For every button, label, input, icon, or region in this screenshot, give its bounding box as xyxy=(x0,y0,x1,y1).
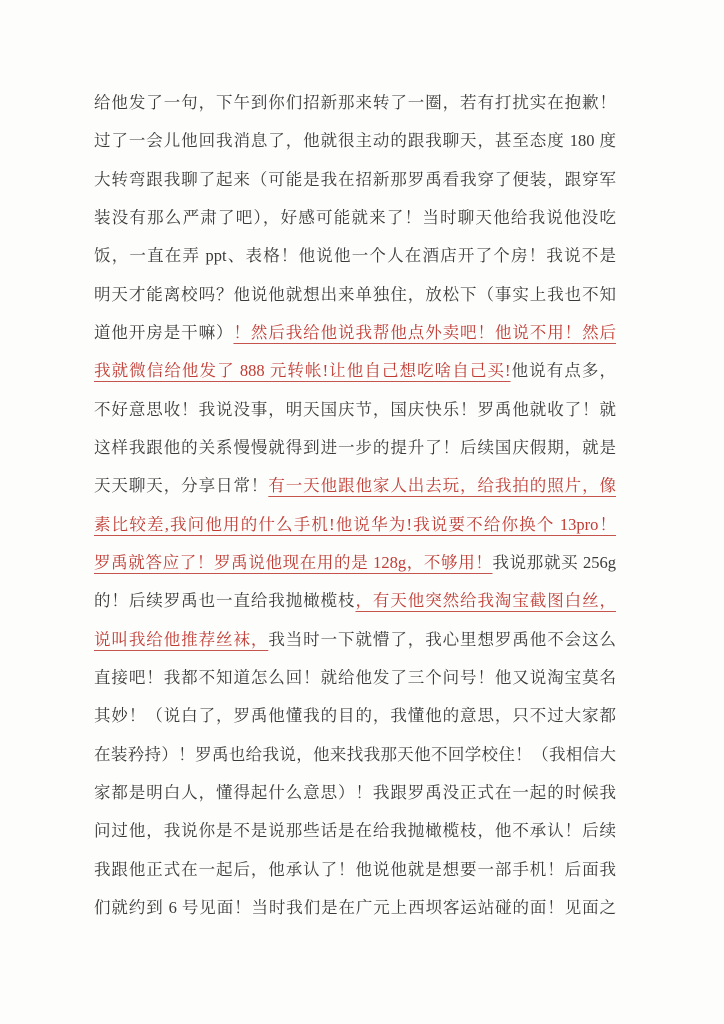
text-segment: 道他开房是干嘛） xyxy=(94,322,234,342)
text-segment: 问过他，我说你是不是说那些话是在给我抛橄榄枝，他不承认！后续 xyxy=(94,821,616,841)
text-segment: 家都是明白人，懂得起什么意思）！我跟罗禹没正式在一起的时候我 xyxy=(94,782,616,802)
text-segment: 天天聊天，分享日常！ xyxy=(94,476,269,496)
text-line xyxy=(94,199,616,237)
text-line xyxy=(94,276,616,314)
text-segment: 在装矜持）！罗禹也给我说，他来找我那天他不回学校住！（我相信大 xyxy=(94,744,616,764)
text-segment: 不好意思收！我说没事，明天国庆节，国庆快乐！罗禹他就收了！就 xyxy=(94,399,616,419)
highlighted-text-segment: ，有天他突然给我淘宝截图白丝， xyxy=(355,591,616,611)
text-line xyxy=(94,889,616,927)
text-segment: 他说有点多， xyxy=(510,361,616,381)
text-line xyxy=(94,237,616,275)
highlighted-text-segment: ！然后我给他说我帮他点外卖吧！他说不用！然后 xyxy=(233,322,616,342)
text-segment: 大转弯跟我聊了起来（可能是我在招新那罗禹看我穿了便装，跟穿军 xyxy=(94,169,616,189)
text-segment: 明天才能离校吗？他说他就想出来单独住，放松下（事实上我也不知 xyxy=(94,284,616,304)
highlighted-text-segment: 我就微信给他发了 888 元转帐!让他自己想吃啥自己买! xyxy=(94,361,511,381)
highlighted-text-segment: 罗禹就答应了！罗禹说他现在用的是 128g，不够用！ xyxy=(94,552,493,572)
text-line xyxy=(94,697,616,735)
text-line xyxy=(94,812,616,850)
text-line xyxy=(94,736,616,774)
text-line xyxy=(94,621,616,659)
text-line xyxy=(94,582,616,620)
text-segment: 的！后续罗禹也一直给我抛橄榄枝 xyxy=(94,591,356,611)
text-line xyxy=(94,161,616,199)
text-line xyxy=(94,352,616,390)
text-segment: 给他发了一句，下午到你们招新那来转了一圈，若有打扰实在抱歉！ xyxy=(94,93,616,112)
text-line xyxy=(94,851,616,889)
highlighted-text-segment: 素比较差,我问他用的什么手机!他说华为!我说要不给你换个 13pro！ xyxy=(94,514,616,534)
text-segment: 饭，一直在弄 ppt、表格！他说他一个人在酒店开了个房！我说不是 xyxy=(94,246,616,266)
text-line xyxy=(94,544,616,582)
highlighted-text-segment: 有一天他跟他家人出去玩，给我拍的照片，像 xyxy=(268,476,616,496)
text-line xyxy=(94,84,616,122)
highlighted-text-segment: 说叫我给他推荐丝袜， xyxy=(94,629,269,649)
document-text-block xyxy=(94,84,616,927)
text-line xyxy=(94,391,616,429)
text-segment: 们就约到 6 号见面！当时我们是在广元上西坝客运站碰的面！见面之 xyxy=(94,897,616,917)
text-segment: 这样我跟他的关系慢慢就得到进一步的提升了！后续国庆假期，就是 xyxy=(94,437,616,457)
text-line xyxy=(94,774,616,812)
text-segment: 直接吧！我都不知道怎么回！就给他发了三个问号！他又说淘宝莫名 xyxy=(94,667,616,687)
text-segment: 其妙！（说白了，罗禹他懂我的目的，我懂他的意思，只不过大家都 xyxy=(94,706,616,726)
text-line xyxy=(94,314,616,352)
text-segment: 装没有那么严肃了吧），好感可能就来了！当时聊天他给我说他没吃 xyxy=(94,207,616,227)
text-segment: 我当时一下就懵了，我心里想罗禹他不会这么 xyxy=(268,629,616,649)
text-line xyxy=(94,429,616,467)
text-line xyxy=(94,506,616,544)
text-segment: 我说那就买 256g xyxy=(492,552,616,572)
text-segment: 过了一会儿他回我消息了，他就很主动的跟我聊天，甚至态度 180 度 xyxy=(94,131,616,151)
text-line xyxy=(94,122,616,160)
text-segment: 我跟他正式在一起后，他承认了！他说他就是想要一部手机！后面我 xyxy=(94,859,616,879)
text-line xyxy=(94,659,616,697)
text-line xyxy=(94,467,616,505)
